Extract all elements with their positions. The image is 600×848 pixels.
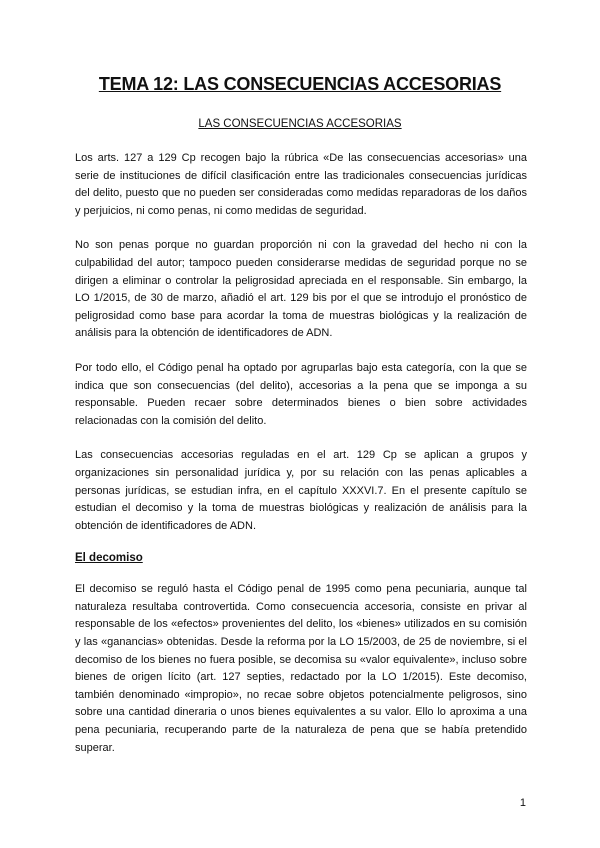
paragraph: No son penas porque no guardan proporción ni con la gravedad del hecho ni con la culpabilidad del autor; tampoco pueden considerarse medidas de seguridad porque no se dirigen a eliminar o controlar la peligrosidad apreciada en el responsable. Sin embargo, la LO 1/2015, de 30 de marzo, añadió el art. 129 bis por el que se introdujo el pronóstico de peligrosidad como base para acordar la toma de muestras biológicas y la realización de análisis para la obtención de identificadores de ADN.	[75, 239, 527, 340]
paragraph: Las consecuencias accesorias reguladas en el art. 129 Cp se aplican a grupos y organizaciones sin personalidad jurídica y, por su relación con las penas aplicables a personas jurídicas, se estudian infra, en el capítulo XXXVI.7. En el presente capítulo se estudian el decomiso y la toma de muestras biológicas y realización de análisis para la obtención de identificadores de ADN.	[75, 449, 527, 532]
page-title: TEMA 12: LAS CONSECUENCIAS ACCESORIAS	[98, 74, 502, 94]
paragraph: Los arts. 127 a 129 Cp recogen bajo la rúbrica «De las consecuencias accesorias» una serie de instituciones de difícil clasificación entre las tradicionales consecuencias jurídicas del delito, puesto que no pueden ser consideradas como medidas reparadoras de los daños y perjuicios, ni como penas, ni como medidas de seguridad.	[75, 152, 527, 217]
page-number: 1	[519, 797, 526, 809]
paragraph: El decomiso se reguló hasta el Código penal de 1995 como pena pecuniaria, aunque tal naturaleza resultaba controvertida. Como consecuencia accesoria, consiste en privar al responsable de los «efectos» provenientes del delito, los «bienes» utilizados en su comisión y las «ganancias» obtenidas. Desde la reforma por la LO 15/2003, de 25 de noviembre, si el decomiso de los bienes no fuera posible, se decomisa su «valor equivalente», incluso sobre bienes de origen lícito (art. 127 septies, redactado por la LO 1/2015). Este decomiso, también denominado «impropio», no recae sobre objetos potencialmente peligrosos, sino sobre una cantidad dineraria o unos bienes equivalentes a su valor. Ello lo aproxima a una pena pecuniaria, recuperando parte de la naturaleza de pena que se había pretendido superar.	[75, 583, 527, 754]
document-body	[75, 150, 527, 774]
paragraph: Por todo ello, el Código penal ha optado por agruparlas bajo esta categoría, con la que se indica que son consecuencias (del delito), accesorias a la pena que se imponga a su responsable. Pueden recaer sobre determinados bienes o bien sobre actividades relacionadas con la comisión del delito.	[75, 361, 527, 427]
section-subtitle: LAS CONSECUENCIAS ACCESORIAS	[198, 118, 402, 130]
section-heading-decomiso: El decomiso	[75, 552, 143, 565]
